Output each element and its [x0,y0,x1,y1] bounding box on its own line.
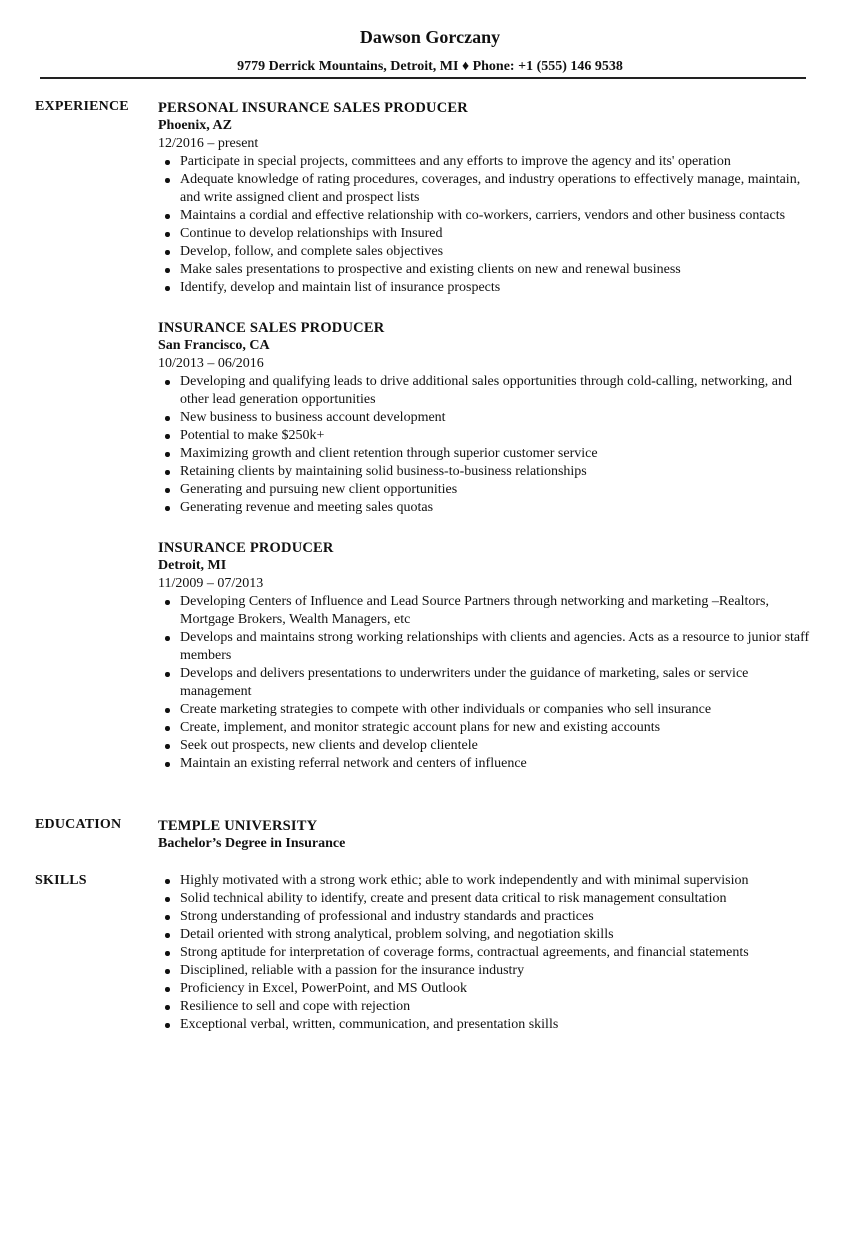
list-item: Generating and pursuing new client opportunities [158,481,818,499]
job-title: INSURANCE SALES PRODUCER [158,320,385,336]
contact-line: 9779 Derrick Mountains, Detroit, MI ♦ Phone: +1 (555) 146 9538 [237,59,623,74]
list-item: Identify, develop and maintain list of insurance prospects [158,279,818,297]
list-item: Detail oriented with strong analytical, problem solving, and negotiation skills [158,926,818,944]
list-item: Create marketing strategies to compete with other individuals or companies who sell insurance [158,701,818,719]
list-item: Highly motivated with a strong work ethic; able to work independently and with minimal supervision [158,872,818,890]
school-name: TEMPLE UNIVERSITY [158,818,318,834]
job-dates: 10/2013 – 06/2016 [158,356,264,371]
job-entry [158,319,818,517]
list-item: Make sales presentations to prospective and existing clients on new and renewal business [158,261,818,279]
skills-section [158,872,818,1034]
job-location: San Francisco, CA [158,338,270,353]
job-bullets [158,153,818,297]
list-item: Maximizing growth and client retention through superior customer service [158,445,818,463]
list-item: Developing and qualifying leads to drive additional sales opportunities through cold-calling, networking, and other lead generation opportunities [158,373,818,409]
list-item: Exceptional verbal, written, communication, and presentation skills [158,1016,818,1034]
skills-label: SKILLS [35,873,87,888]
list-item: Develop, follow, and complete sales objectives [158,243,818,261]
job-title: INSURANCE PRODUCER [158,540,334,556]
list-item: Continue to develop relationships with Insured [158,225,818,243]
list-item: Retaining clients by maintaining solid business-to-business relationships [158,463,818,481]
header-divider [40,77,806,79]
experience-section [158,99,818,795]
list-item: Strong aptitude for interpretation of coverage forms, contractual agreements, and financial statements [158,944,818,962]
list-item: Maintain an existing referral network and centers of influence [158,755,818,773]
job-entry [158,99,818,297]
degree: Bachelor’s Degree in Insurance [158,836,346,851]
candidate-name: Dawson Gorczany [359,27,501,47]
list-item: Adequate knowledge of rating procedures, coverages, and industry operations to effectively manage, maintain, and write assigned client and prospect lists [158,171,818,207]
experience-label: EXPERIENCE [35,99,129,114]
list-item: Developing Centers of Influence and Lead Source Partners through networking and marketing –Realtors, Mortgage Brokers, Wealth Managers, etc [158,593,818,629]
job-bullets [158,593,818,773]
list-item: Solid technical ability to identify, create and present data critical to risk management consultation [158,890,818,908]
list-item: Develops and maintains strong working relationships with clients and agencies. Acts as a resource to junior staff members [158,629,818,665]
job-bullets [158,373,818,517]
list-item: Seek out prospects, new clients and develop clientele [158,737,818,755]
job-entry [158,539,818,773]
job-location: Detroit, MI [158,558,227,573]
list-item: New business to business account development [158,409,818,427]
job-dates: 11/2009 – 07/2013 [158,576,264,591]
education-section [158,817,818,853]
skills-list [158,872,818,1034]
list-item: Resilience to sell and cope with rejection [158,998,818,1016]
education-label: EDUCATION [35,817,122,832]
job-dates: 12/2016 – present [158,136,259,151]
list-item: Potential to make $250k+ [158,427,818,445]
list-item: Disciplined, reliable with a passion for the insurance industry [158,962,818,980]
list-item: Maintains a cordial and effective relationship with co-workers, carriers, vendors and other business contacts [158,207,818,225]
job-title: PERSONAL INSURANCE SALES PRODUCER [158,100,468,116]
list-item: Create, implement, and monitor strategic account plans for new and existing accounts [158,719,818,737]
list-item: Participate in special projects, committees and any efforts to improve the agency and its' operation [158,153,818,171]
job-location: Phoenix, AZ [158,118,232,133]
list-item: Generating revenue and meeting sales quotas [158,499,818,517]
list-item: Proficiency in Excel, PowerPoint, and MS Outlook [158,980,818,998]
list-item: Develops and delivers presentations to underwriters under the guidance of marketing, sales or service management [158,665,818,701]
list-item: Strong understanding of professional and industry standards and practices [158,908,818,926]
